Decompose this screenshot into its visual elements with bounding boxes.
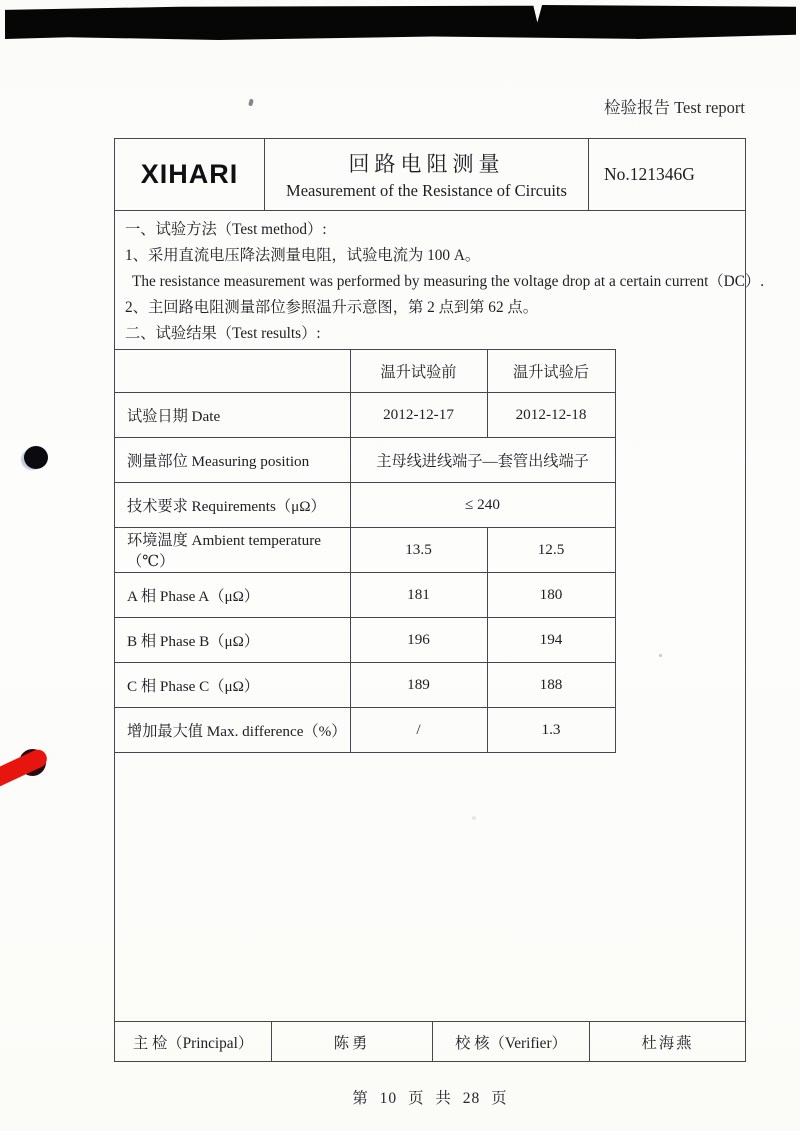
value-cell: 1.3: [487, 708, 615, 753]
report-type-label: 检验报告 Test report: [604, 98, 745, 117]
results-table: [115, 349, 616, 753]
results-heading: 二、试验结果（Test results）:: [125, 325, 321, 342]
merged-value-cell: ≤ 240: [350, 483, 615, 528]
row-label: 技术要求 Requirements（μΩ）: [115, 483, 350, 528]
row-label: C 相 Phase C（μΩ）: [115, 663, 350, 708]
report-title-zh: 回路电阻测量: [348, 152, 505, 176]
value-cell: 12.5: [487, 528, 615, 573]
value-cell: 194: [487, 618, 615, 663]
value-cell: 180: [487, 573, 615, 618]
verifier-label: 校 核（Verifier）: [433, 1022, 590, 1061]
report-body: [115, 211, 765, 1021]
report-number-cell: [589, 139, 745, 210]
method-item-2: 2、主回路电阻测量部位参照温升示意图，第 2 点到第 62 点。: [125, 299, 539, 316]
signature-row: [115, 1021, 745, 1061]
value-cell: /: [350, 708, 487, 753]
scan-redaction-bar: [5, 5, 796, 40]
logo-cell: [115, 139, 265, 210]
method-item-1-en: The resistance measurement was performed by measuring the voltage drop at a certain current（DC）.: [132, 273, 765, 290]
value-cell: 13.5: [350, 528, 487, 573]
value-cell: 2012-12-17: [350, 393, 487, 438]
table-row: [115, 438, 615, 483]
table-row: [115, 483, 615, 528]
row-label: A 相 Phase A（μΩ）: [115, 573, 350, 618]
row-label: 测量部位 Measuring position: [115, 438, 350, 483]
table-row: [115, 393, 615, 438]
col-header-before: 温升试验前: [350, 350, 487, 393]
table-row: [115, 573, 615, 618]
value-cell: 189: [350, 663, 487, 708]
report-number: No.121346G: [604, 164, 695, 184]
value-cell: 2012-12-18: [487, 393, 615, 438]
xihari-logo: XIHARI: [140, 159, 239, 189]
page-number: 第 10 页 共 28 页: [352, 1090, 508, 1107]
report-title-en: Measurement of the Resistance of Circuits: [286, 181, 567, 200]
punch-hole: [24, 446, 48, 469]
method-item-1: 1、采用直流电压降法测量电阻，试验电流为 100 A。: [125, 247, 481, 264]
merged-value-cell: 主母线进线端子—套管出线端子: [350, 438, 615, 483]
table-header-row: [115, 350, 615, 393]
principal-label: 主 检（Principal）: [115, 1022, 272, 1061]
row-label: B 相 Phase B（μΩ）: [115, 618, 350, 663]
report-header: [115, 139, 745, 211]
row-label: 增加最大值 Max. difference（%）: [115, 708, 350, 753]
empty-header-cell: [115, 350, 350, 393]
row-label: 试验日期 Date: [115, 393, 350, 438]
report-frame: [114, 138, 765, 1062]
table-row: [115, 708, 615, 753]
value-cell: 188: [487, 663, 615, 708]
scan-speck: [248, 99, 254, 107]
method-heading: 一、试验方法（Test method）:: [125, 221, 327, 238]
test-method-section: [115, 217, 765, 347]
verifier-name: 杜海燕: [641, 1034, 694, 1052]
value-cell: 181: [350, 573, 487, 618]
table-row: [115, 663, 615, 708]
table-row: [115, 618, 615, 663]
row-label: 环境温度 Ambient temperature（℃）: [115, 528, 350, 573]
col-header-after: 温升试验后: [487, 350, 615, 393]
title-cell: [265, 139, 589, 210]
value-cell: 196: [350, 618, 487, 663]
principal-name: 陈勇: [272, 1022, 433, 1061]
table-row: [115, 528, 615, 573]
